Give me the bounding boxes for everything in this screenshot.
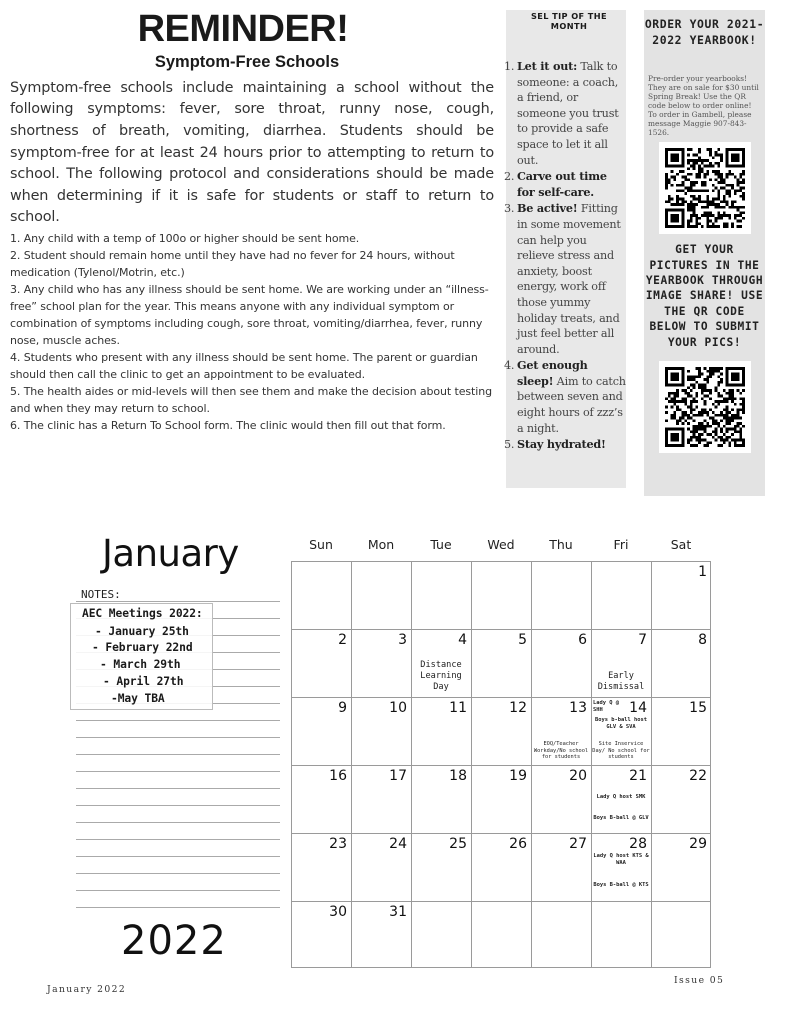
day-number: 29 bbox=[689, 836, 707, 852]
day-number: 10 bbox=[389, 700, 407, 716]
tip-number: 4. bbox=[504, 359, 515, 373]
calendar-day-cell bbox=[411, 697, 471, 765]
weekday-label: Mon bbox=[367, 537, 395, 552]
footer-issue: Issue 05 bbox=[674, 975, 725, 986]
calendar-day-cell bbox=[291, 629, 351, 697]
tip-lead: Let it out: bbox=[517, 59, 578, 73]
notes-label: NOTES: bbox=[81, 588, 121, 601]
protocol-item: combination of symptoms including cough, sore throat, vomiting/diarrhea, fever, runny bbox=[10, 317, 483, 331]
calendar-day-cell bbox=[411, 833, 471, 901]
tip-text: Fitting in some movement can help you relieve stress and anxiety, boost energy, work off those yummy holiday treats, and just feel better all around. bbox=[517, 202, 621, 356]
day-number: 14 bbox=[629, 700, 647, 716]
note-line bbox=[76, 754, 280, 755]
aec-meetings-title: AEC Meetings 2022: bbox=[82, 607, 203, 620]
weekday-label: Thu bbox=[549, 537, 573, 552]
protocol-item: nose, muscle aches. bbox=[10, 334, 120, 348]
day-number: 25 bbox=[449, 836, 467, 852]
aec-meetings-note bbox=[70, 603, 213, 710]
tip-number: 3. bbox=[504, 202, 515, 216]
day-number: 18 bbox=[449, 768, 467, 784]
calendar-day-cell bbox=[351, 765, 411, 833]
calendar-day-cell bbox=[471, 629, 531, 697]
calendar-day-cell bbox=[651, 765, 711, 833]
tip-lead: Carve out time for self-care. bbox=[517, 169, 607, 199]
yearbook-order-qr-code-icon[interactable] bbox=[659, 142, 751, 234]
sel-tip-list bbox=[504, 59, 626, 453]
weekday-label: Sun bbox=[309, 537, 333, 552]
day-number: 5 bbox=[518, 632, 527, 648]
protocol-item: 2. Student should remain home until they have had no fever for 24 hours, without medication (Tylenol/Motrin, etc.) bbox=[10, 249, 455, 280]
calendar-event: Distance Learning Day bbox=[420, 660, 462, 692]
calendar-event: Boys b-ball host GLV & SVA bbox=[595, 717, 647, 730]
tip-lead: Be active! bbox=[517, 201, 578, 216]
day-number: 31 bbox=[389, 904, 407, 920]
calendar-day-cell bbox=[351, 901, 411, 969]
calendar-day-cell bbox=[411, 629, 471, 697]
day-number: 28 bbox=[629, 836, 647, 852]
day-number: 12 bbox=[509, 700, 527, 716]
aec-meeting-date: - March 29th bbox=[100, 658, 181, 671]
tip-lead: Get enough sleep! bbox=[517, 358, 588, 388]
day-number: 4 bbox=[458, 632, 467, 648]
calendar-day-cell bbox=[651, 629, 711, 697]
reminder-intro: Symptom-free schools include maintaining a school without the following symptoms: fever, sore throat, runny nose, cough, shortness of breath, vomiting, diarrhea. Students should be symptom-free for at least 24 hours prior to attempting to return to school. The following protocol and considerations should be made when determining if it is safe for students or staff to return to school. bbox=[10, 79, 494, 226]
calendar-day-cell bbox=[651, 697, 711, 765]
aec-meeting-date: - April 27th bbox=[103, 675, 184, 688]
day-number: 21 bbox=[629, 768, 647, 784]
calendar-day-cell bbox=[351, 629, 411, 697]
weekday-label: Sat bbox=[670, 537, 692, 552]
protocol-item: 1. Any child with a temp of 100o or higher should be sent home. bbox=[10, 232, 360, 246]
calendar-day-cell bbox=[291, 833, 351, 901]
day-number: 16 bbox=[329, 768, 347, 784]
calendar-day-cell bbox=[291, 901, 351, 969]
reminder-subtitle: Symptom-Free Schools bbox=[154, 52, 340, 71]
day-number: 15 bbox=[689, 700, 707, 716]
sel-tip-item bbox=[504, 358, 626, 436]
weekday-label: Fri bbox=[613, 537, 629, 552]
tip-lead: Stay hydrated! bbox=[517, 437, 606, 452]
calendar-year-title: 2022 bbox=[121, 918, 227, 964]
calendar-event: EOQ/Teacher Workday/No school for students bbox=[533, 741, 589, 761]
yearbook-order-heading: ORDER YOUR 2021-2022 YEARBOOK! bbox=[644, 17, 765, 47]
protocol-item: should then call the clinic to get an appointment to be evaluated. bbox=[10, 368, 366, 382]
calendar-day-cell bbox=[531, 833, 591, 901]
calendar-grid bbox=[291, 561, 711, 968]
aec-meeting-date: - February 22nd bbox=[92, 641, 193, 654]
day-number: 17 bbox=[389, 768, 407, 784]
calendar-day-cell bbox=[591, 765, 651, 833]
footer-date: January 2022 bbox=[47, 984, 127, 995]
day-number: 3 bbox=[398, 632, 407, 648]
tip-number: 1. bbox=[504, 60, 515, 73]
grid-line bbox=[291, 561, 711, 562]
sel-heading: SEL TIP OF THE MONTH bbox=[530, 11, 608, 31]
tip-text: Talk to someone: a coach, a friend, or someone you trust to provide a safe space to let it all out. bbox=[517, 60, 619, 167]
day-number: 13 bbox=[569, 700, 587, 716]
calendar-day-cell bbox=[531, 697, 591, 765]
day-number: 2 bbox=[338, 632, 347, 648]
note-line bbox=[76, 873, 280, 874]
sel-tip-sidebar bbox=[506, 10, 626, 488]
note-line bbox=[76, 856, 280, 857]
yearbook-preorder-text: Pre-order your yearbooks! They are on sale for $30 until Spring Break! Use the QR code below to order online! To order in Gambell, please message Maggie 907-843-1526. bbox=[648, 74, 759, 138]
day-number: 6 bbox=[578, 632, 587, 648]
day-number: 22 bbox=[689, 768, 707, 784]
day-number: 30 bbox=[329, 904, 347, 920]
calendar-day-cell bbox=[351, 833, 411, 901]
day-number: 20 bbox=[569, 768, 587, 784]
aec-meeting-date: -May TBA bbox=[111, 692, 165, 705]
day-number: 11 bbox=[449, 700, 467, 716]
reminder-article bbox=[10, 10, 494, 434]
calendar-day-cell bbox=[591, 697, 651, 765]
qr-code-icon bbox=[665, 367, 745, 447]
note-line bbox=[76, 737, 280, 738]
sel-tip-item bbox=[504, 59, 626, 168]
protocol-item: 3. Any child who has any illness should be sent home. We are working under an “illness-free” school plan for the year. This means anyone with any individual symptom or bbox=[10, 283, 489, 314]
tip-text: Aim to catch between seven and eight hours of zzz’s a night. bbox=[517, 374, 626, 435]
calendar-event: Boys B-ball @ KTS bbox=[593, 882, 649, 888]
calendar-day-cell bbox=[291, 697, 351, 765]
calendar-day-cell bbox=[351, 697, 411, 765]
calendar-day-cell bbox=[531, 629, 591, 697]
day-number: 27 bbox=[569, 836, 587, 852]
tip-number: 5. bbox=[504, 438, 515, 452]
calendar-event: Site Inservice Day/ No school for students bbox=[592, 741, 650, 761]
reminder-title: REMINDER! bbox=[137, 8, 349, 50]
note-line bbox=[76, 720, 280, 721]
aec-meeting-date: - January 25th bbox=[95, 625, 189, 638]
image-share-qr-code-icon[interactable] bbox=[659, 361, 751, 453]
note-line bbox=[76, 907, 280, 908]
day-number: 8 bbox=[698, 632, 707, 648]
calendar-day-cell bbox=[651, 833, 711, 901]
calendar-day-cell bbox=[591, 629, 651, 697]
day-number: 7 bbox=[638, 632, 647, 648]
calendar-day-cell bbox=[411, 765, 471, 833]
day-number: 19 bbox=[509, 768, 527, 784]
protocol-item: and when they may return to school. bbox=[10, 402, 210, 416]
qr-code-icon bbox=[665, 148, 745, 228]
note-line bbox=[76, 805, 280, 806]
protocol-list bbox=[10, 230, 494, 434]
note-line bbox=[76, 839, 280, 840]
calendar-day-cell bbox=[651, 561, 711, 629]
day-number: 23 bbox=[329, 836, 347, 852]
calendar-event: Boys B-ball @ GLV bbox=[593, 815, 649, 821]
calendar-event: Lady Q host KTS & WAA bbox=[593, 853, 649, 866]
calendar-event: Lady Q @ SHH bbox=[593, 700, 619, 713]
note-line bbox=[76, 890, 280, 891]
note-line bbox=[76, 822, 280, 823]
sel-tip-item bbox=[504, 169, 626, 200]
calendar-month-title: January bbox=[102, 532, 239, 575]
day-number: 26 bbox=[509, 836, 527, 852]
sel-tip-item bbox=[504, 437, 626, 453]
calendar-day-cell bbox=[471, 697, 531, 765]
tip-number: 2. bbox=[504, 170, 515, 184]
calendar-day-cell bbox=[291, 765, 351, 833]
protocol-item: 6. The clinic has a Return To School form. The clinic would then fill out that form. bbox=[10, 419, 446, 433]
calendar-day-cell bbox=[471, 833, 531, 901]
weekday-label: Tue bbox=[430, 537, 452, 552]
note-line bbox=[76, 788, 280, 789]
note-line bbox=[76, 771, 280, 772]
note-line bbox=[76, 601, 280, 602]
day-number: 24 bbox=[389, 836, 407, 852]
calendar-event: Lady Q host SMK bbox=[596, 794, 646, 800]
protocol-item: 5. The health aides or mid-levels will then see them and make the decision about testing bbox=[10, 385, 492, 399]
weekday-header bbox=[291, 537, 711, 555]
sel-tip-item bbox=[504, 201, 626, 357]
calendar-event: Early Dismissal bbox=[597, 671, 645, 692]
yearbook-sidebar bbox=[644, 10, 765, 496]
calendar-day-cell bbox=[591, 833, 651, 901]
calendar-day-cell bbox=[531, 765, 591, 833]
weekday-label: Wed bbox=[487, 537, 515, 552]
protocol-item: 4. Students who present with any illness should be sent home. The parent or guardian bbox=[10, 351, 478, 365]
calendar-day-cell bbox=[471, 765, 531, 833]
day-number: 9 bbox=[338, 700, 347, 716]
image-share-heading: GET YOUR PICTURES IN THE YEARBOOK THROUGH IMAGE SHARE! USE THE QR CODE BELOW TO SUBMIT YOUR PICS! bbox=[645, 243, 764, 349]
day-number: 1 bbox=[698, 564, 707, 580]
